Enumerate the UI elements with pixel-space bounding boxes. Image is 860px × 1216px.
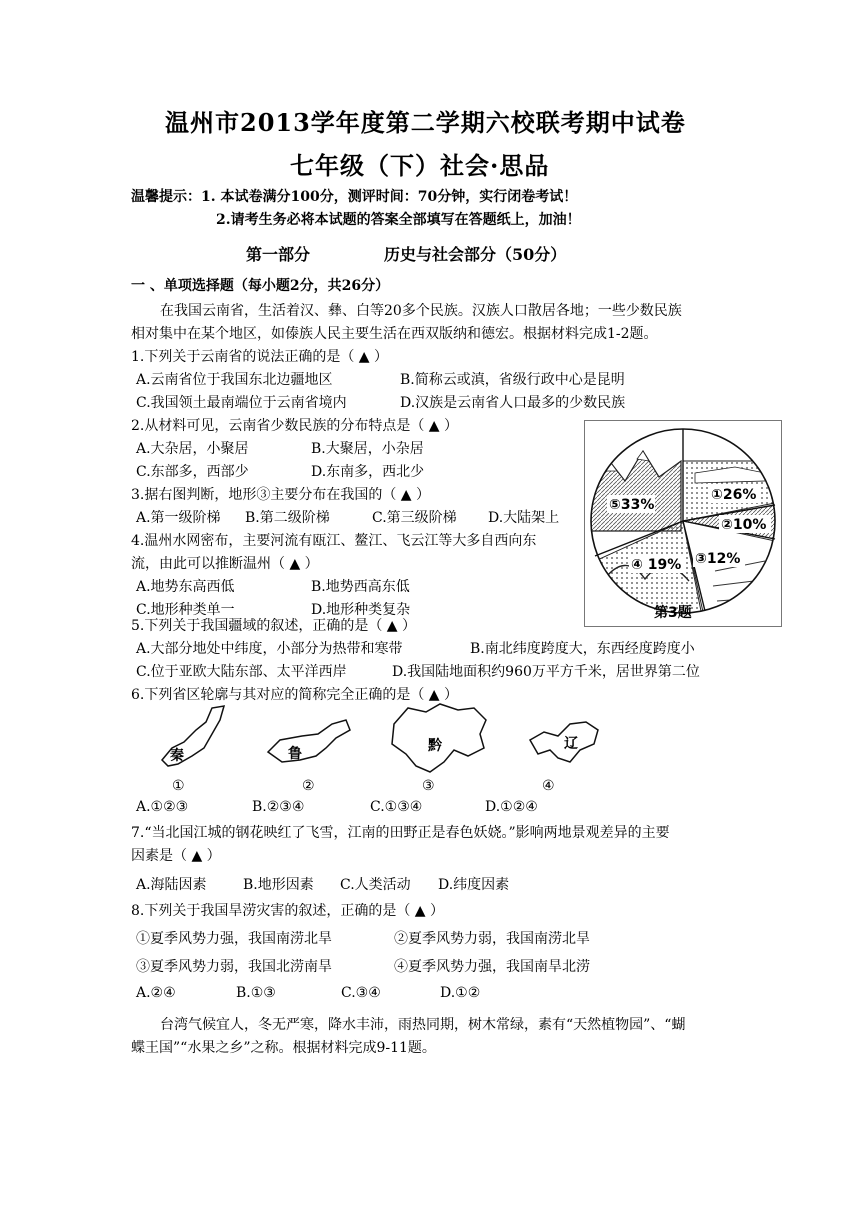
segment-3-label: ③12% (695, 551, 741, 567)
question-7-option-a: A.海陆因素 (136, 877, 207, 893)
question-3-stem: 3.据右图判断，地形③主要分布在我国的（ ▲ ） (131, 487, 431, 503)
question-4-stem-line-1: 4.温州水网密布，主要河流有瓯江、鳌江、飞云江等大多自西向东 (131, 533, 537, 549)
question-4-option-c: C.地形种类单一 (136, 602, 235, 618)
question-8-stem: 8.下列关于我国旱涝灾害的叙述，正确的是（ ▲ ） (131, 903, 445, 919)
question-5-option-a: A.大部分地处中纬度，小部分为热带和寒带 (136, 641, 403, 657)
segment-2-label: ②10% (721, 517, 767, 533)
map-4-abbr: 辽 (564, 736, 578, 752)
question-4-stem-line-2: 流，由此可以推断温州（ ▲ ） (131, 556, 319, 572)
figure-3-box (584, 420, 782, 627)
question-4-option-d: D.地形种类复杂 (311, 602, 411, 618)
tip-line-1 (131, 186, 577, 206)
tip-1: 1. 本试卷满分100分，测评时间：70分钟，实行闭卷考试！ (201, 189, 578, 205)
map-2-number: ② (302, 778, 315, 794)
segment-1-label: ①26% (711, 487, 757, 503)
map-3-number: ③ (422, 778, 435, 794)
question-7-option-c: C.人类活动 (340, 877, 411, 893)
question-1-option-a: A.云南省位于我国东北边疆地区 (136, 372, 333, 388)
question-7-stem-line-2: 因素是（ ▲ ） (131, 848, 221, 864)
segment-4-label: ④ 19% (631, 557, 682, 573)
question-2-option-d: D.东南多，西北少 (311, 464, 425, 480)
question-8-option-b: B.①③ (236, 985, 276, 1001)
tip-label: 温馨提示： (131, 189, 201, 205)
part-label: 第一部分 (246, 245, 311, 264)
figure-3-caption: 第3题 (654, 605, 692, 621)
question-8-option-a: A.②④ (136, 985, 176, 1001)
question-3-option-c: C.第三级阶梯 (372, 510, 457, 526)
question-8-statement-1: ①夏季风势力强，我国南涝北旱 (136, 931, 332, 947)
question-8-option-c: C.③④ (341, 985, 381, 1001)
question-3-option-b: B.第二级阶梯 (245, 510, 330, 526)
question-4-option-b: B.地势西高东低 (311, 579, 410, 595)
map-1-abbr: 秦 (170, 748, 184, 764)
question-6-option-a: A.①②③ (136, 799, 189, 815)
question-1-option-c: C.我国领土最南端位于云南省境内 (136, 395, 347, 411)
question-5-stem: 5.下列关于我国疆域的叙述，正确的是（ ▲ ） (131, 618, 417, 634)
question-1-option-b: B.简称云或滇，省级行政中心是昆明 (400, 372, 625, 388)
question-4-option-a: A.地势东高西低 (136, 579, 235, 595)
question-7-option-b: B.地形因素 (243, 877, 314, 893)
question-5-option-c: C.位于亚欧大陆东部、太平洋西岸 (136, 664, 347, 680)
question-5-option-d: D.我国陆地面积约960万平方千米，居世界第二位 (392, 664, 700, 680)
landform-pie-figure (585, 421, 781, 626)
question-2-option-b: B.大聚居，小杂居 (311, 441, 424, 457)
material-2-line-2: 蝶王国”“水果之乡”之称。根据材料完成9-11题。 (131, 1040, 436, 1056)
question-6-option-b: B.②③④ (252, 799, 305, 815)
question-1-stem: 1.下列关于云南省的说法正确的是（ ▲ ） (131, 349, 389, 365)
question-2-option-c: C.东部多，西部少 (136, 464, 249, 480)
question-5-option-b: B.南北纬度跨度大，东西经度跨度小 (470, 641, 695, 657)
exam-subtitle: 七年级（下）社会·思品 (290, 151, 550, 180)
map-4-number: ④ (542, 778, 555, 794)
question-2-option-a: A.大杂居，小聚居 (136, 441, 249, 457)
question-8-statement-3: ③夏季风势力弱，我国北涝南旱 (136, 959, 332, 975)
material-1-line-2: 相对集中在某个地区，如傣族人民主要生活在西双版纳和德宏。根据材料完成1-2题。 (131, 326, 658, 342)
segment-5-label: ⑤33% (609, 497, 655, 513)
question-6-option-d: D.①②④ (485, 799, 538, 815)
part-heading: 历史与社会部分（50分） (384, 245, 567, 264)
question-3-option-a: A.第一级阶梯 (136, 510, 221, 526)
question-6-stem: 6.下列省区轮廓与其对应的简称完全正确的是（ ▲ ） (131, 687, 459, 703)
question-2-stem: 2.从材料可见，云南省少数民族的分布特点是（ ▲ ） (131, 418, 459, 434)
material-2-line-1: 台湾气候宜人，冬无严寒，降水丰沛，雨热同期，树木常绿，素有“天然植物园”、“蝴 (160, 1017, 686, 1033)
material-1-line-1: 在我国云南省，生活着汉、彝、白等20多个民族。汉族人口散居各地；一些少数民族 (160, 303, 682, 319)
question-8-statement-2: ②夏季风势力弱，我国南涝北旱 (394, 931, 590, 947)
question-6-option-c: C.①③④ (370, 799, 423, 815)
question-8-option-d: D.①② (440, 985, 481, 1001)
question-1-option-d: D.汉族是云南省人口最多的少数民族 (400, 395, 626, 411)
map-3-abbr: 黔 (428, 738, 442, 754)
question-3-option-d: D.大陆架上 (488, 510, 560, 526)
question-7-stem-line-1: 7.“当北国江城的钢花映红了飞雪，江南的田野正是春色妖娆。”影响两地景观差异的主要 (131, 825, 670, 841)
map-1-number: ① (172, 778, 185, 794)
province-outlines (150, 700, 610, 795)
shandong-outline (268, 720, 350, 762)
question-7-option-d: D.纬度因素 (438, 877, 510, 893)
section-heading: 一 、单项选择题（每小题2分，共26分） (131, 278, 390, 294)
map-2-abbr: 鲁 (288, 746, 302, 762)
tip-2: 2.请考生务必将本试题的答案全部填写在答题纸上，加油！ (216, 212, 581, 228)
question-8-statement-4: ④夏季风势力强，我国南旱北涝 (394, 959, 590, 975)
exam-title: 温州市2013学年度第二学期六校联考期中试卷 (165, 108, 686, 137)
